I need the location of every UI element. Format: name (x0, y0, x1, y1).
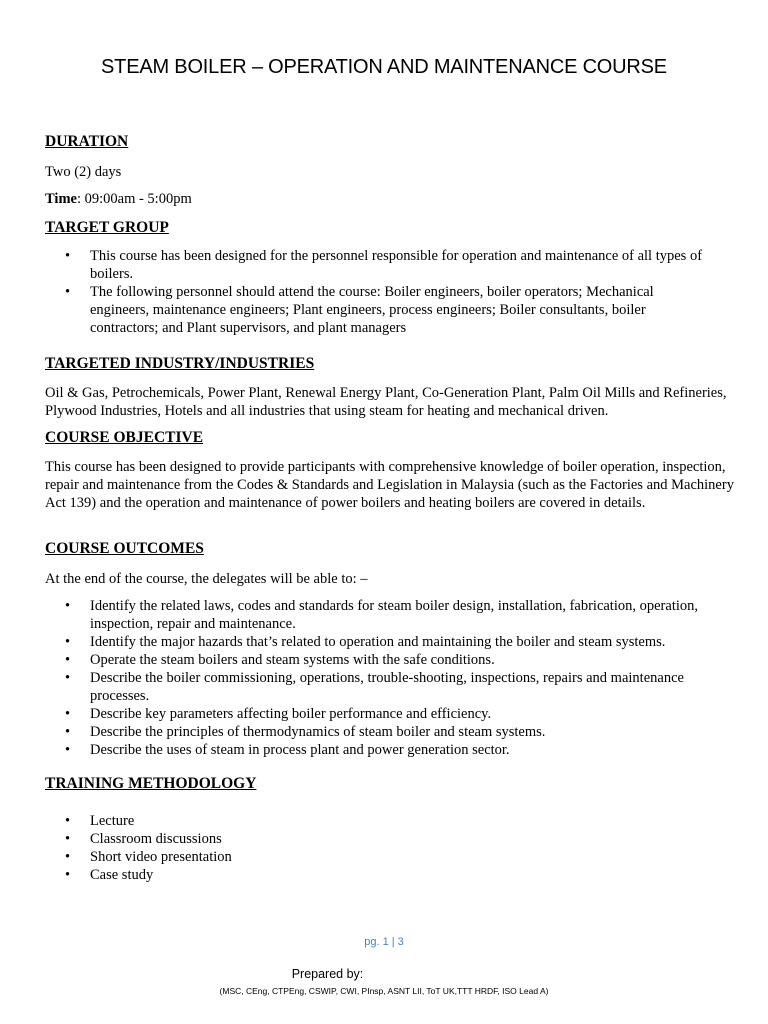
duration-heading: DURATION (45, 133, 129, 150)
credentials: (MSC, CEng, CTPEng, CSWIP, CWI, PInsp, ASNT LII, ToT UK,TTT HRDF, ISO Lead A) (219, 986, 549, 996)
time-line (45, 190, 735, 208)
methodology-heading: TRAINING METHODOLOGY (45, 775, 257, 792)
objective-text: This course has been designed to provide participants with comprehensive knowledge of boiler operation, inspection, repair and maintenance from the Codes & Standards and Legislation in Malaysia (such as the Factories and Machinery Act 139) and the operation and maintenance of power boilers and heating boilers are covered in details. (45, 459, 734, 511)
methodology-list (45, 812, 705, 884)
list-item: • Describe the uses of steam in process plant and power generation sector. (45, 741, 705, 759)
outcomes-heading: COURSE OUTCOMES (45, 540, 204, 557)
list-item: • Operate the steam boilers and steam systems with the safe conditions. (45, 651, 705, 669)
list-item: • Lecture (45, 812, 705, 830)
target-group-heading: TARGET GROUP (45, 219, 169, 236)
list-item: • Short video presentation (45, 848, 705, 866)
list-item: • This course has been designed for the personnel responsible for operation and maintenance of all types of boilers. (45, 247, 705, 283)
time-label: Time (45, 191, 77, 207)
list-item: • Describe key parameters affecting boiler performance and efficiency. (45, 705, 705, 723)
industries-text: Oil & Gas, Petrochemicals, Power Plant, Renewal Energy Plant, Co-Generation Plant, Palm Oil Mills and Refineries, Plywood Industries, Hotels and all industries that using steam for heating and mechanical driven. (45, 385, 727, 419)
objective-heading: COURSE OBJECTIVE (45, 429, 204, 446)
list-item: • Case study (45, 866, 705, 884)
document-title: STEAM BOILER – OPERATION AND MAINTENANCE COURSE (101, 56, 667, 78)
page-number: pg. 1 | 3 (364, 936, 404, 948)
prepared-by: Prepared by: (291, 967, 364, 981)
list-item: • Identify the related laws, codes and standards for steam boiler design, installation, fabrication, operation, inspection, repair and maintenance. (45, 597, 705, 633)
list-item: • Classroom discussions (45, 830, 705, 848)
list-item: • Identify the major hazards that’s related to operation and maintaining the boiler and steam systems. (45, 633, 705, 651)
target-group-list (45, 247, 705, 337)
duration-text: Two (2) days (45, 164, 122, 180)
list-item: • Describe the principles of thermodynamics of steam boiler and steam systems. (45, 723, 705, 741)
outcomes-list (45, 597, 705, 759)
time-value: : 09:00am - 5:00pm (76, 191, 192, 207)
list-item: • Describe the boiler commissioning, operations, trouble-shooting, inspections, repairs and maintenance processes. (45, 669, 705, 705)
industries-heading: TARGETED INDUSTRY/INDUSTRIES (45, 355, 315, 372)
list-item: • The following personnel should attend the course: Boiler engineers, boiler operators; Mechanical engineers, maintenance engineers; Plant engineers, process engineers; Boiler consultants, boiler contractors; and Plant supervisors, and plant managers (45, 283, 705, 337)
outcomes-intro: At the end of the course, the delegates will be able to: – (45, 571, 368, 587)
